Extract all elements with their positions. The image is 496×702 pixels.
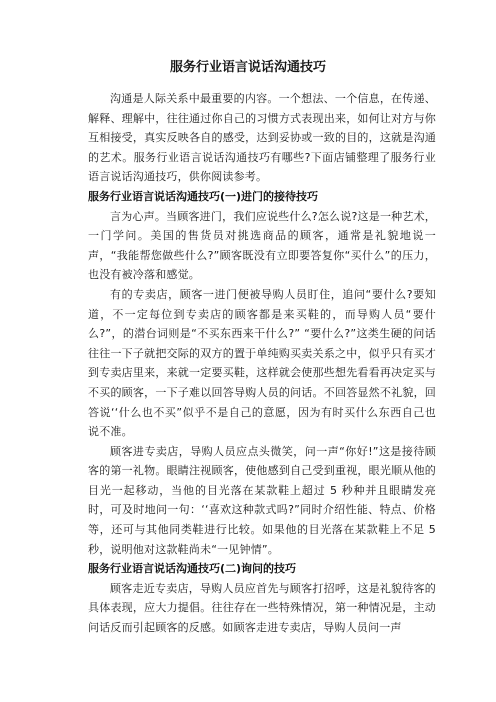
section-1-paragraph-2: 有的专卖店，顾客一进门便被导购人员盯住，追问“要什么?要知道，不一定每位到专卖店的顾客都是来买鞋的，而导购人员“要什么?”，的潜台词则是“不买东西来干什么?” “要什么?”这类生硬的问话往往一下子就把交际的双方的置于单纯购买卖关系之中，似乎只有买才到专卖店里来，来就一定要买鞋，这样就会使那些想先看看再决定买与不买的顾客，一下子难以回答导购人员的问话。不回答显然不礼貌，回答说‘‘什么也不买”似乎不是自己的意愿，因为有时买什么东西自己也说不准。 xyxy=(88,287,436,439)
section-2-paragraph-1: 顾客走近专卖店，导购人员应首先与顾客打招呼，这是礼貌待客的具体表现，应大力提倡。往往存在一些特殊情况，第一种情况是，主动问话反而引起顾客的反感。如顾客走进专卖店，导购人员问一声 xyxy=(88,581,436,635)
page-title: 服务行业语言说话沟通技巧 xyxy=(169,60,326,75)
section-1-paragraph-3: 顾客进专卖店，导购人员应点头微笑，问一声“你好!”这是接待顾客的第一礼物。眼睛注视顾客，使他感到自己受到重视，眼光顺从他的目光一起移动，当他的目光落在某款鞋上超过 5 秒种并且眼睛发亮时，可及时地问一句：‘‘喜欢这种款式吗?”同时介绍性能、特点、价格等，还可与其他同类鞋进行比较。如果他的目光落在某款鞋上不足 5 秒，说明他对这款鞋尚未“一见钟情”。 xyxy=(88,444,436,556)
section-2-heading: 服务行业语言说话沟通技巧(二)询问的技巧 xyxy=(88,562,297,576)
section-1-heading: 服务行业语言说话沟通技巧(一)进门的接待技巧 xyxy=(88,189,319,203)
section-1-paragraph-1: 言为心声。当顾客进门，我们应说些什么?怎么说?这是一种艺术，一门学问。美国的售货员对挑选商品的顾客，通常是礼貌地说一声，“我能帮您做些什么?”顾客既没有立即要答复你“买什么”的压力，也没有被冷落和感觉。 xyxy=(88,209,436,282)
intro-paragraph: 沟通是人际关系中最重要的内容。一个想法、一个信息，在传递、解释、理解中，往往通过你自己的习惯方式表现出来，如何让对方与你互相接受，真实反映各自的感受，达到妥协或一致的目的，这就是沟通的艺术。服务行业语言说话沟通技巧有哪些?下面店铺整理了服务行业语言说话沟通技巧，供你阅读参考。 xyxy=(88,92,436,184)
